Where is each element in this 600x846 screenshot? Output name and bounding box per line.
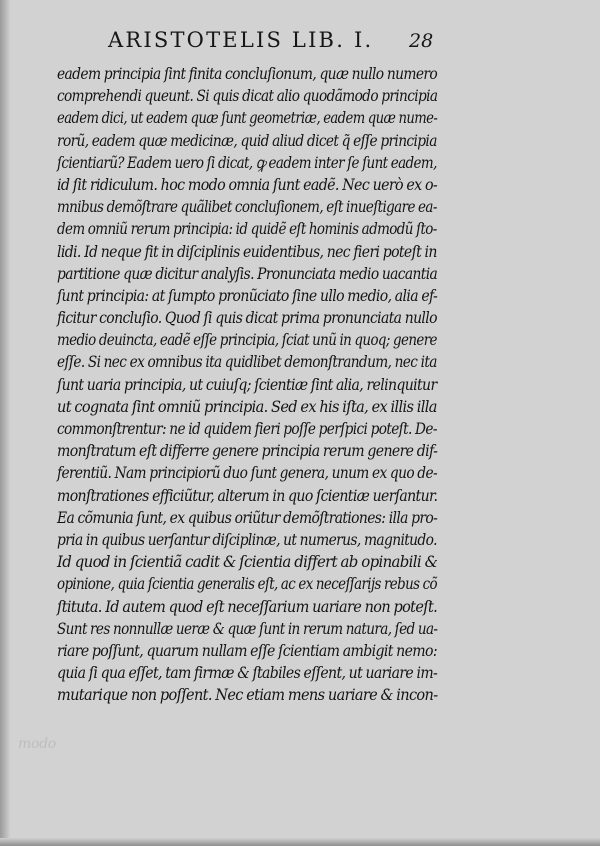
text-line: ut cognata ſint omniũ principia. Sed ex his iſta, ex illis illa <box>57 397 437 416</box>
text-line: id ſit ridiculum. hoc modo omnia ſunt eadẽ. Nec uerò ex o- <box>57 175 438 194</box>
running-title: ARISTOTELIS LIB. I. <box>108 28 374 52</box>
bleed-through-text: modo <box>18 736 56 752</box>
text-line: quia ſi qua eſſet, tam firmæ & ſtabiles eſſent, ut uariare im- <box>57 664 438 683</box>
text-line: eadem principia ſint finita concluſionum, quæ nullo numero <box>57 65 438 83</box>
text-line: ficitur concluſio. Quod ſi quis dicat prima pronunciata nullo <box>57 309 437 328</box>
text-line: rorũ, eadem quæ medicinæ, quid aliud dicet q̃ eſſe principia <box>57 131 437 150</box>
text-line: Ea cõmunia ſunt, ex quibus oriũtur demõſtrationes: illa pro- <box>57 508 438 527</box>
text-line: ſtituta. Id autem quod eſt neceſſarium uariare non poteſt. <box>57 597 438 616</box>
text-line: eſſe. Si nec ex omnibus ita quidlibet demonſtrandum, nec ita <box>57 353 437 372</box>
text-line: Sunt res nonnullæ ueræ & quæ ſunt in rerum natura, ſed ua- <box>57 619 438 638</box>
text-line: ſunt uaria principia, ut cuiuſq; ſcientiæ ſint alia, relinquitur <box>57 375 437 394</box>
page-header <box>0 28 600 58</box>
text-line: mutarique non poſſent. Nec etiam mens uariare & incon- <box>57 686 438 705</box>
text-line: monſtratum eſt differre genere principia rerum genere dif- <box>57 442 438 461</box>
text-line: pria in quibus uerſantur diſciplinæ, ut numerus, magnitudo. <box>57 530 437 549</box>
text-line: medio deuincta, eadẽ eſſe principia, ſciat unũ in quoq; genere <box>57 331 437 350</box>
text-line: opinione, quia ſcientia generalis eſt, ac ex neceſſarijs rebus cõ <box>57 575 437 594</box>
text-line: ſcientiarũ? Eadem uero ſi dicat, ꝙ eadem inter ſe ſunt eadem, <box>57 153 437 172</box>
text-line: dem omniũ rerum principia: id quidẽ eſt hominis admodũ ſto- <box>57 220 437 239</box>
text-line: eadem dici, ut eadem quæ ſunt geometriæ, eadem quæ nume- <box>57 109 438 128</box>
text-line: lidi. Id neque fit in diſciplinis euidentibus, nec fieri poteſt in <box>57 242 437 261</box>
page-number: 28 <box>409 30 434 52</box>
text-line: commonſtrentur: ne id quidem fieri poſſe perſpici poteſt. De- <box>57 420 437 438</box>
text-line: partitione quæ dicitur analyſis. Pronunciata medio uacantia <box>57 264 438 283</box>
text-line: ſunt principia: at ſumpto pronũciato ſine ullo medio, alia ef- <box>57 286 438 305</box>
body-text <box>57 63 437 706</box>
text-line: ferentiũ. Nam principiorũ duo ſunt genera, unum ex quo de- <box>57 464 437 483</box>
text-line: mnibus demõſtrare quãlibet concluſionem, eſt inueſtigare ea- <box>57 198 437 217</box>
text-line: Id quod in ſcientiã cadit & ſcientia differt ab opinabili & <box>57 553 438 572</box>
text-line: riare poſſunt, quarum nullam eſſe ſcientiam ambigit nemo: <box>57 641 438 660</box>
page-gutter-shadow <box>0 0 10 846</box>
page-bottom-edge <box>0 838 600 846</box>
text-line: monſtrationes efficiũtur, alterum in quo ſcientiæ uerſantur. <box>57 486 438 505</box>
text-line: comprehendi queunt. Si quis dicat alio quodãmodo principia <box>57 87 438 106</box>
